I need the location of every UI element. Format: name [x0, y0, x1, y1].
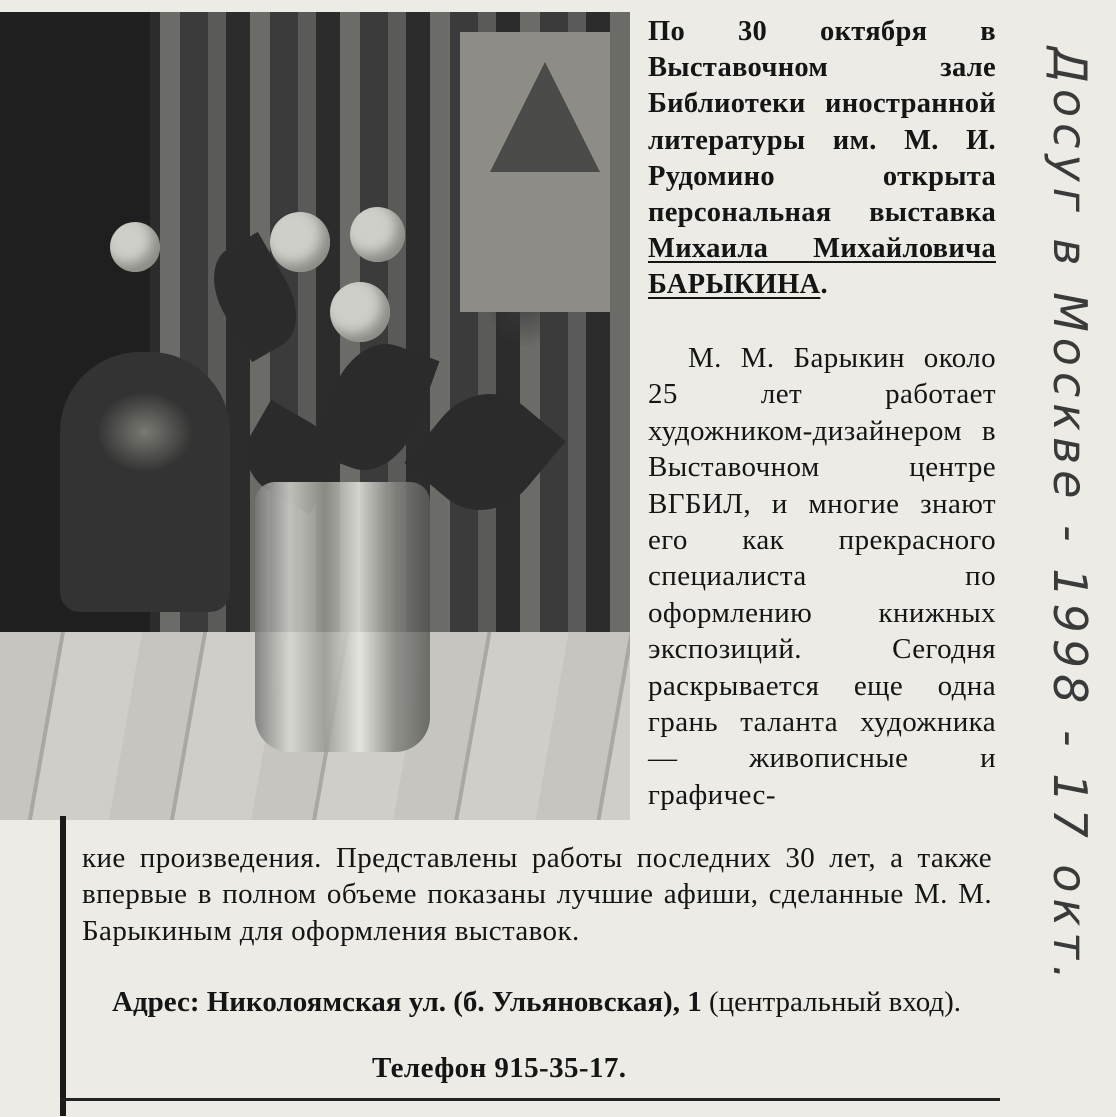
handwritten-note-text: Досуг в Москве - 1998 - 17 окт.: [1043, 47, 1097, 986]
article-phone: Телефон 915-35-17.: [372, 1052, 627, 1084]
article-body-bottom: кие произведения. Представлены работы последних 30 лет, а также впервые в полном объеме показаны лучшие афиши, сделанные М. М. Барыкиным для оформления выставок.: [82, 842, 992, 947]
article-address: [82, 984, 992, 1020]
address-rest: (центральный вход).: [701, 986, 962, 1018]
photo-flower: [110, 222, 160, 272]
bottom-rule: [60, 1098, 1000, 1101]
article-photo: [0, 12, 630, 820]
article-body-column: М. М. Барыкин около 25 лет работает художником-дизайнером в Выставочном центре ВГБИЛ, и многие знают его как прекрасного специалиста по оформлению книжных экспозиций. Сегодня раскрывается еще одна грань таланта художника — живописные и графичес-: [648, 342, 996, 811]
photo-window-ornament: [490, 62, 600, 172]
lead-name: Михаила Михайловича БАРЫКИНА: [648, 233, 996, 301]
photo-person: [60, 352, 230, 612]
photo-vase: [255, 482, 430, 752]
handwritten-note: [1030, 47, 1110, 1110]
address-label: Адрес: Николоямская ул. (б. Ульяновская), 1: [112, 986, 702, 1018]
photo-flower: [270, 212, 330, 272]
photo-flower: [330, 282, 390, 342]
lead-text: По 30 октября в Выставочном зале Библиотеки иностранной литературы им. М. И. Рудомино открыта персональная выставка: [648, 16, 996, 229]
lead-end: .: [820, 269, 828, 301]
left-rule: [60, 816, 66, 1116]
article-lead: [648, 14, 996, 304]
photo-flower: [350, 207, 405, 262]
